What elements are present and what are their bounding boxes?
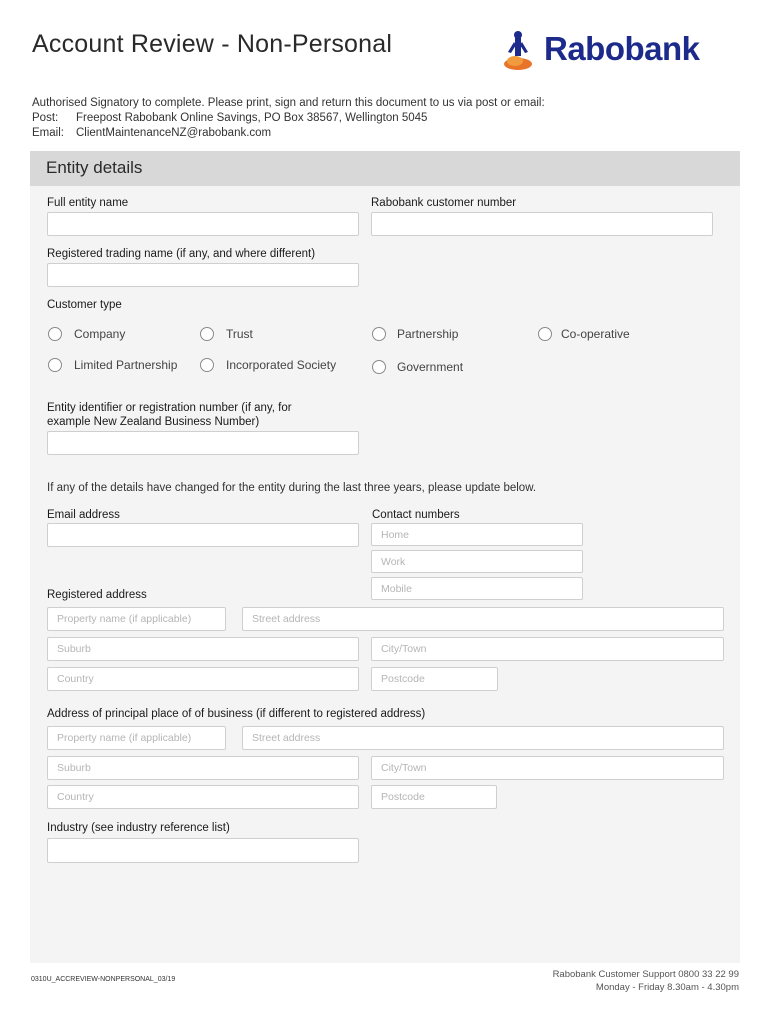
customer-type-label: Customer type [47, 299, 122, 311]
full-entity-name-label: Full entity name [47, 197, 129, 209]
trust-radio-label: Trust [226, 327, 253, 341]
page-title: Account Review - Non-Personal [32, 30, 393, 58]
customer-number-label: Rabobank customer number [371, 197, 517, 209]
government-radio-label: Government [397, 360, 464, 374]
pp-suburb-field[interactable] [47, 756, 359, 780]
pp-postcode-placeholder: Postcode [381, 791, 425, 803]
incorporated-society-radio-label: Incorporated Society [226, 358, 337, 372]
government-radio[interactable] [372, 360, 386, 374]
company-radio-label: Company [74, 327, 126, 341]
work-phone-placeholder: Work [381, 555, 406, 568]
trust-radio[interactable] [200, 327, 214, 341]
mobile-phone-placeholder: Mobile [381, 582, 412, 595]
reg-postcode-field[interactable] [371, 667, 498, 691]
reg-street-placeholder: Street address [252, 613, 321, 625]
registered-address-label: Registered address [47, 589, 147, 601]
pp-street-field[interactable] [242, 726, 724, 750]
reg-city-placeholder: City/Town [381, 643, 427, 655]
support-phone: Rabobank Customer Support 0800 33 22 99 [552, 969, 739, 980]
limited-partnership-radio[interactable] [48, 358, 62, 372]
industry-field[interactable] [47, 838, 359, 863]
rabobank-logo [502, 30, 727, 72]
co-operative-radio[interactable] [538, 327, 552, 341]
co-operative-radio-label: Co-operative [561, 327, 630, 341]
trading-name-field[interactable] [47, 263, 359, 287]
pp-street-placeholder: Street address [252, 732, 321, 744]
entity-identifier-label-line1: Entity identifier or registration number (if any, for [47, 402, 292, 414]
trading-name-label: Registered trading name (if any, and where different) [47, 248, 316, 260]
pp-postcode-field[interactable] [371, 785, 497, 809]
pp-property-field[interactable] [47, 726, 226, 750]
reg-suburb-field[interactable] [47, 637, 359, 661]
reg-postcode-placeholder: Postcode [381, 673, 425, 685]
full-entity-name-field[interactable] [47, 212, 359, 236]
industry-label: Industry (see industry reference list) [47, 822, 230, 834]
email-address-label: Email address [47, 509, 120, 521]
reg-city-field[interactable] [371, 637, 724, 661]
reg-property-placeholder: Property name (if applicable) [57, 613, 192, 625]
brand-name: Rabobank [544, 30, 700, 67]
reg-country-placeholder: Country [57, 673, 94, 685]
incorporated-society-radio[interactable] [200, 358, 214, 372]
pp-property-placeholder: Property name (if applicable) [57, 732, 192, 744]
home-phone-placeholder: Home [381, 528, 410, 541]
work-phone-field[interactable] [371, 550, 583, 573]
post-address: Freepost Rabobank Online Savings, PO Box 38567, Wellington 5045 [76, 112, 428, 124]
post-label: Post: [32, 112, 59, 124]
pp-country-field[interactable] [47, 785, 359, 809]
pp-suburb-placeholder: Suburb [57, 762, 91, 774]
entity-identifier-field[interactable] [47, 431, 359, 455]
rabobank-emblem-icon [502, 30, 542, 72]
reg-suburb-placeholder: Suburb [57, 643, 91, 655]
support-info [553, 968, 739, 994]
intro-line: Authorised Signatory to complete. Please print, sign and return this document to us via post or email: [32, 97, 545, 109]
customer-number-field[interactable] [371, 212, 713, 236]
reg-property-field[interactable] [47, 607, 226, 631]
pp-country-placeholder: Country [57, 791, 94, 803]
email-address-field[interactable] [47, 523, 359, 547]
section-title: Entity details [46, 158, 143, 177]
partnership-radio-label: Partnership [397, 327, 459, 341]
pp-city-placeholder: City/Town [381, 762, 427, 774]
email-address-link[interactable]: ClientMaintenanceNZ@rabobank.com [76, 127, 272, 139]
limited-partnership-radio-label: Limited Partnership [74, 358, 178, 372]
changed-details-note: If any of the details have changed for the entity during the last three years, please update below. [47, 482, 537, 494]
company-radio[interactable] [48, 327, 62, 341]
mobile-phone-field[interactable] [371, 577, 583, 600]
entity-identifier-label-line2: example New Zealand Business Number) [47, 416, 260, 428]
intro-block [32, 96, 545, 141]
contact-numbers-label: Contact numbers [372, 509, 460, 521]
pp-city-field[interactable] [371, 756, 724, 780]
email-label: Email: [32, 127, 64, 139]
home-phone-field[interactable] [371, 523, 583, 546]
form-code: 0310U_ACCREVIEW-NONPERSONAL_03/19 [31, 976, 176, 983]
reg-street-field[interactable] [242, 607, 724, 631]
principal-address-label: Address of principal place of of business (if different to registered address) [47, 708, 426, 720]
support-hours: Monday - Friday 8.30am - 4.30pm [595, 982, 739, 993]
reg-country-field[interactable] [47, 667, 359, 691]
partnership-radio[interactable] [372, 327, 386, 341]
